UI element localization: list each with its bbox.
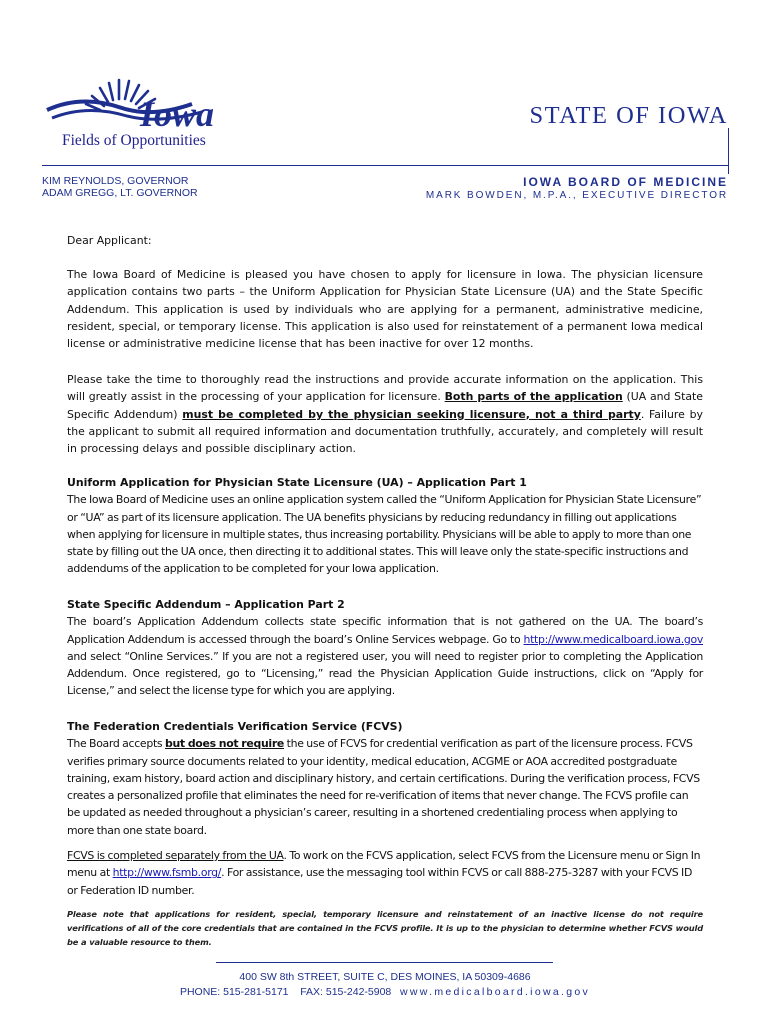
governor-name: KIM REYNOLDS, GOVERNOR bbox=[42, 175, 189, 187]
must-complete-emphasis: must be completed by the physician seeking licensure, not a third party bbox=[182, 407, 641, 421]
footer-phone: PHONE: 515-281-5171 bbox=[179, 986, 289, 998]
salutation: Dear Applicant: bbox=[67, 234, 152, 247]
footer-contact bbox=[0, 985, 770, 1000]
lt-governor-name: ADAM GREGG, LT. GOVERNOR bbox=[42, 187, 198, 199]
addendum-text-2: and select “Online Services.” If you are not a registered user, you will need to register prior to completing the Application Addendum. Once registered, go to “Licensing,” read the Physician Application Guide instructions, click on “Apply for License,” and select the license type for which you are applying. bbox=[67, 649, 703, 698]
fcvs-text-1: The Board accepts bbox=[67, 737, 165, 751]
executive-director: MARK BOWDEN, M.P.A., EXECUTIVE DIRECTOR bbox=[425, 190, 728, 201]
section-ua-text: The Iowa Board of Medicine uses an online application system called the “Uniform Application for Physician State Licensure” or “UA” as part of its licensure application. The UA benefits physicians by reducing redundancy in filling out applications when applying for licensure in multiple states, thus increasing portability. Physicians will be able to apply to more than one state by filling out the UA once, then directing it to additional states. This will leave only the state-specific instructions and addendums of the application to be completed for your Iowa application. bbox=[67, 493, 702, 576]
paragraph-intro: The Iowa Board of Medicine is pleased you have chosen to apply for licensure in Iowa. The physician licensure application contains two parts – the Uniform Application for Physician State Licensure (UA) and the State Specific Addendum. This application is used by individuals who are applying for a permanent, administrative medicine, resident, special, or temporary license. This application is also used for reinstatement of a permanent Iowa medical license or administrative medicine license that has been inactive for over 12 months. bbox=[67, 268, 703, 351]
footer bbox=[0, 970, 770, 1000]
instructions-text-2: (UA and State Specific Addendum) bbox=[67, 390, 703, 421]
footer-website-link[interactable]: www.medicalboard.iowa.gov bbox=[400, 986, 591, 998]
sunburst-logo-icon bbox=[42, 74, 232, 134]
fcvs-separate-text-2: . For assistance, use the messaging tool within FCVS or call 888-275-3287 with your FCVS ID or Federation ID number. bbox=[67, 866, 693, 897]
fcvs-separate-emphasis: FCVS is completed separately from the UA bbox=[67, 849, 284, 862]
state-title: STATE OF IOWA bbox=[529, 102, 728, 129]
section-fcvs-text bbox=[67, 735, 703, 839]
section-fcvs-heading: The Federation Credentials Verification Service (FCVS) bbox=[67, 720, 403, 733]
paragraph-instructions bbox=[67, 371, 703, 457]
instructions-text-1: Please take the time to thoroughly read the instructions and provide accurate information on the application. This will greatly assist in the processing of your application for licensure. bbox=[67, 373, 703, 404]
tagline: Fields of Opportunities bbox=[62, 132, 206, 149]
section-addendum-heading: State Specific Addendum – Application Part 2 bbox=[67, 598, 345, 611]
footer-address: 400 SW 8th STREET, SUITE C, DES MOINES, IA 50309-4686 bbox=[239, 971, 531, 983]
not-required-emphasis: but does not require bbox=[164, 737, 284, 751]
section-ua-heading: Uniform Application for Physician State Licensure (UA) – Application Part 1 bbox=[67, 476, 527, 489]
board-name: IOWA BOARD OF MEDICINE bbox=[523, 175, 728, 189]
fsmb-link[interactable]: http://www.fsmb.org/ bbox=[112, 866, 222, 880]
section-fcvs bbox=[67, 718, 703, 839]
header-vertical-rule bbox=[728, 128, 729, 174]
fcvs-text-2: the use of FCVS for credential verification as part of the licensure process. FCVS verifies primary source documents related to your identity, medical education, ACGME or AOA accredited postgraduate training, exam history, board action and disciplinary history, and certain certifications. During the verification process, FCVS creates a personalized profile that eliminates the need for re-verification of items that never change. The FCVS profile can be updated as needed throughout a physician’s career, resulting in a shortened credentialing process when applying to more than one state board. bbox=[67, 737, 700, 837]
board-block bbox=[426, 175, 728, 203]
footer-rule bbox=[216, 962, 553, 963]
medicalboard-link[interactable]: http://www.medicalboard.iowa.gov bbox=[523, 632, 704, 646]
paragraph-fcvs-separate bbox=[67, 847, 703, 899]
instructions-text-3: . Failure by the applicant to submit all required information and documentation truthfully, accurately, and completely will result in processing delays and possible disciplinary action. bbox=[67, 407, 704, 456]
section-ua bbox=[67, 474, 703, 578]
addendum-text-1: The board’s Application Addendum collects state specific information that is not gathered on the UA. The board’s Application Addendum is accessed through the board’s Online Services webpage. Go to bbox=[67, 615, 703, 646]
governor-block bbox=[42, 175, 198, 199]
note-paragraph: Please note that applications for resident, special, temporary licensure and reinstatement of an inactive license do not require verifications of all of the core credentials that are contained in the FCVS profile. It is up to the physician to determine whether FCVS would be a valuable resource to them. bbox=[67, 909, 703, 947]
fcvs-separate-text-1: . To work on the FCVS application, select FCVS from the Licensure menu or Sign In menu at bbox=[67, 849, 701, 880]
logo-wordmark: Iowa bbox=[140, 94, 215, 134]
section-addendum bbox=[67, 596, 703, 700]
both-parts-emphasis: Both parts of the application bbox=[444, 390, 623, 404]
footer-fax: FAX: 515-242-5908 bbox=[300, 986, 392, 998]
section-addendum-text bbox=[67, 613, 703, 699]
header-horizontal-rule bbox=[42, 165, 729, 166]
